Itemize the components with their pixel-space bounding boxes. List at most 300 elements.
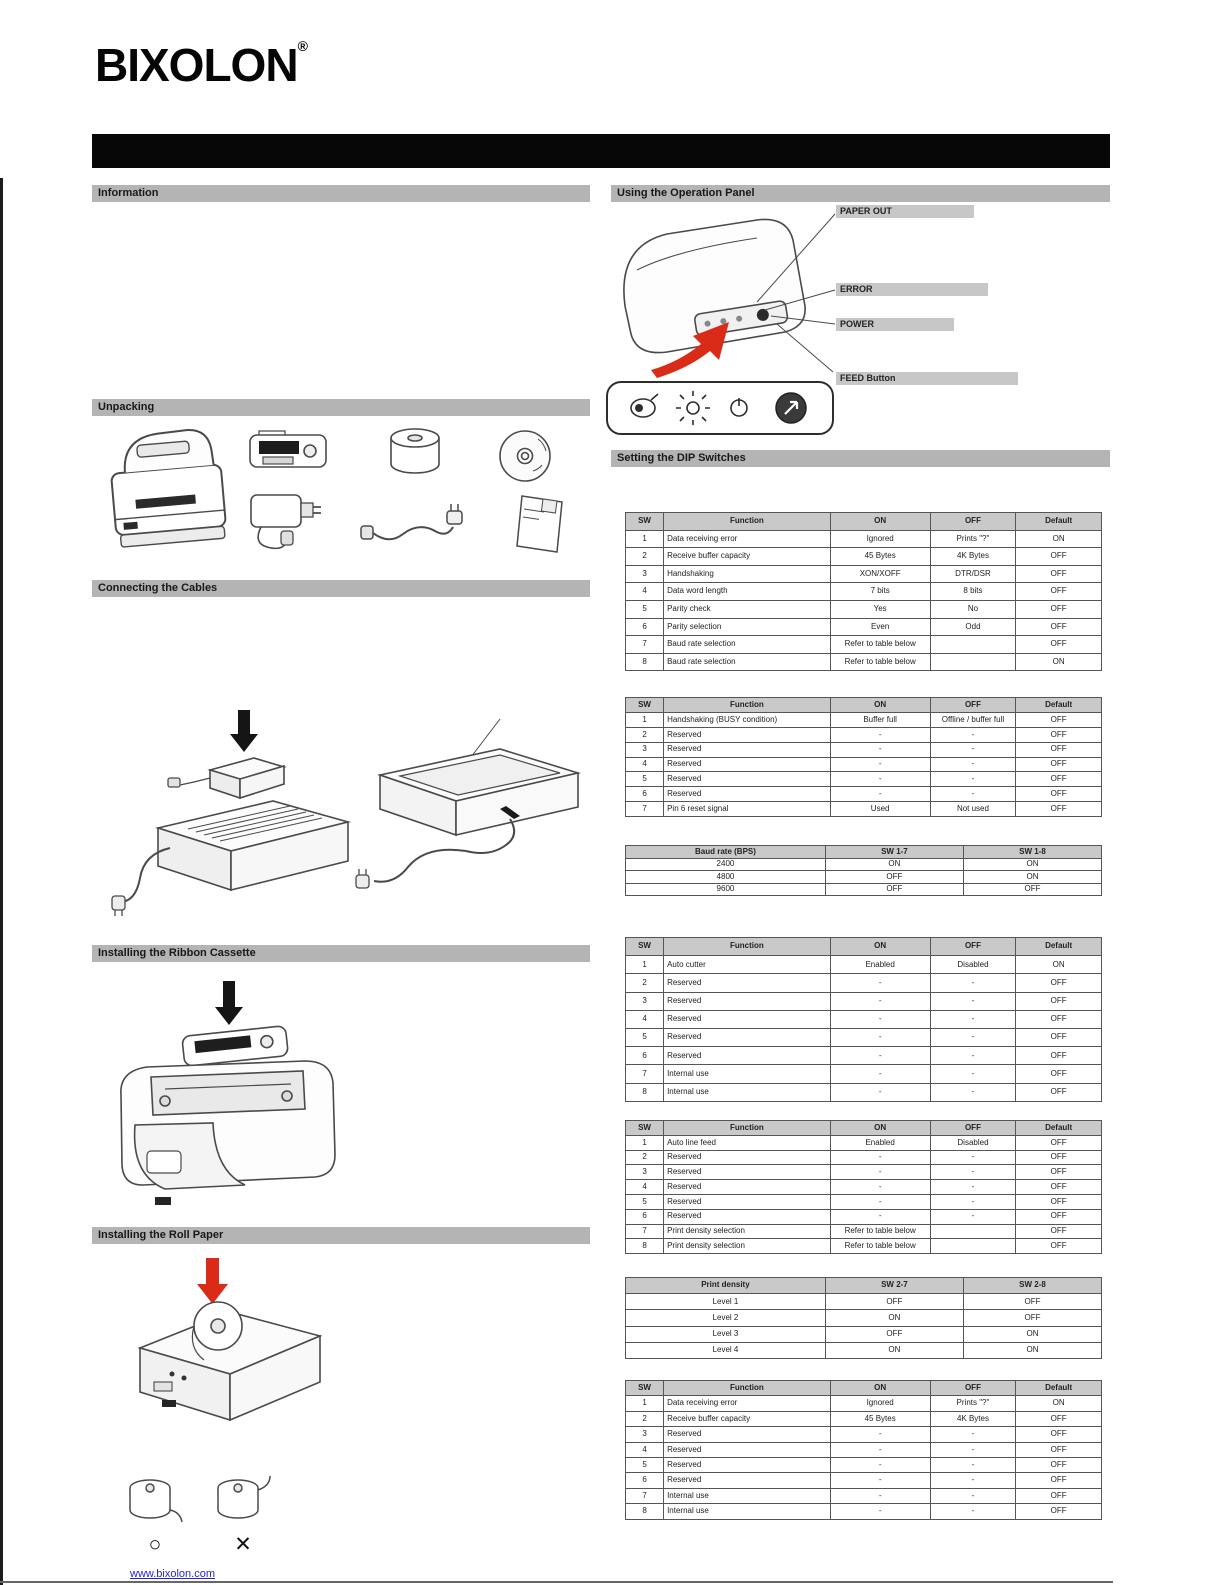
table-cell: ON [1016,653,1102,671]
table-cell: Disabled [930,956,1016,974]
table-row [626,1342,1102,1358]
table-row [626,956,1102,974]
table-header-cell: Default [1016,698,1102,713]
table-cell: OFF [1016,1083,1102,1101]
table-cell: OFF [1016,772,1102,787]
table-row [626,1326,1102,1342]
table-cell: Ignored [830,1396,930,1411]
table-cell: Yes [830,600,930,618]
table-row [626,1209,1102,1224]
table-cell: 3 [626,1165,664,1180]
table-cell: - [930,1488,1016,1503]
table-cell: Internal use [664,1504,831,1519]
adapter-connection-illustration [110,698,360,933]
table-header-cell: Default [1016,1381,1102,1396]
table-cell: 7 [626,1488,664,1503]
table-cell: - [830,1473,930,1488]
table-cell: - [930,1083,1016,1101]
table-header-cell: SW 1-8 [963,846,1101,859]
table-header-cell: ON [830,698,930,713]
table-row [626,1457,1102,1472]
table-row [626,757,1102,772]
table-cell: OFF [1016,1504,1102,1519]
table-cell: - [830,1047,930,1065]
label-power: POWER [836,318,954,331]
table-header-cell: SW 2-8 [963,1278,1101,1294]
incorrect-mark: ✕ [234,1533,252,1556]
table-header-cell: Function [664,513,831,531]
table-row [626,548,1102,566]
table-cell: Reserved [664,1427,831,1442]
dip-table [625,1277,1102,1359]
table-cell: 4800 [626,871,826,884]
table-cell: - [930,1028,1016,1046]
table-row [626,600,1102,618]
dip-table [625,697,1102,817]
table-cell: OFF [963,1310,1101,1326]
table-cell: 8 [626,1239,664,1254]
table-cell: 4 [626,1442,664,1457]
table-cell: Baud rate selection [664,653,831,671]
table-cell: ON [1016,530,1102,548]
ribbon-install-illustration [95,975,345,1220]
table-cell: Reserved [664,1473,831,1488]
table-cell: 2 [626,548,664,566]
table-cell: OFF [825,883,963,896]
table-cell [930,636,1016,654]
section-installing-paper: Installing the Roll Paper [92,1227,590,1244]
section-operation-panel: Using the Operation Panel [611,185,1110,202]
table-cell: - [830,1442,930,1457]
dip-table [625,1120,1102,1254]
table-cell: Refer to table below [830,1239,930,1254]
table-row [626,1135,1102,1150]
table-row [626,1165,1102,1180]
section-dip-switches: Setting the DIP Switches [611,450,1110,467]
table-cell: - [830,757,930,772]
table-cell: 6 [626,1209,664,1224]
paper-orientation-group [118,1472,288,1564]
table-cell: 8 bits [930,583,1016,601]
table-row [626,636,1102,654]
ribbon-cassette-illustration [247,427,335,475]
table-cell: Reserved [664,772,831,787]
table-cell: - [930,1010,1016,1028]
table-cell: OFF [1016,565,1102,583]
table-row [626,583,1102,601]
table-cell: 3 [626,742,664,757]
table-cell: ON [963,1326,1101,1342]
table-cell: Print density selection [664,1239,831,1254]
table-header-cell: OFF [930,698,1016,713]
table-row [626,787,1102,802]
table-baud-rate [625,845,1102,896]
registered-mark: ® [297,38,307,54]
table-header-cell: OFF [930,513,1016,531]
table-cell: OFF [1016,1427,1102,1442]
table-cell: 4 [626,583,664,601]
table-row [626,772,1102,787]
table-cell: Refer to table below [830,653,930,671]
section-connecting-cables: Connecting the Cables [92,580,590,597]
table-cell: OFF [1016,1047,1102,1065]
table-cell: 5 [626,1028,664,1046]
table-row [626,1294,1102,1310]
table-header-cell: SW [626,698,664,713]
table-row [626,1180,1102,1195]
table-cell: OFF [1016,757,1102,772]
table-cell [930,1224,1016,1239]
table-cell: Reserved [664,1457,831,1472]
table-cell: - [930,1180,1016,1195]
table-cell: - [830,1165,930,1180]
table-row [626,871,1102,884]
table-cell: 1 [626,956,664,974]
table-cell: OFF [1016,1473,1102,1488]
table-header-cell: ON [830,1121,930,1136]
table-cell: ON [1016,956,1102,974]
table-cell: - [830,1010,930,1028]
table-row [626,727,1102,742]
table-cell: Reserved [664,757,831,772]
table-header-cell: Print density [626,1278,826,1294]
table-cell: 1 [626,712,664,727]
table-cell: OFF [1016,1010,1102,1028]
table-cell: ON [963,858,1101,871]
table-cell: ON [963,871,1101,884]
table-cell: OFF [825,1326,963,1342]
paper-roll-incorrect-illustration [214,1472,272,1530]
table-cell: ON [825,1342,963,1358]
table-cell: Reserved [664,1047,831,1065]
table-cell: OFF [1016,802,1102,817]
table-row [626,802,1102,817]
table-cell: - [930,1065,1016,1083]
cd-rom-illustration [495,427,555,485]
table-cell: 7 [626,636,664,654]
cable-port-connection-illustration [350,713,590,933]
table-row [626,1427,1102,1442]
dip-table [625,845,1102,896]
table-cell: - [830,1028,930,1046]
table-cell: - [930,1427,1016,1442]
table-cell: OFF [1016,1165,1102,1180]
table-cell: No [930,600,1016,618]
table-cell: Reserved [664,742,831,757]
table-cell: Parity selection [664,618,831,636]
table-row [626,1150,1102,1165]
table-cell: Not used [930,802,1016,817]
table-cell: ON [825,858,963,871]
table-cell: OFF [1016,992,1102,1010]
table-cell: - [830,1083,930,1101]
table-cell: - [930,1165,1016,1180]
table-cell: 2 [626,1150,664,1165]
table-header-cell: OFF [930,938,1016,956]
table-cell: OFF [1016,1411,1102,1426]
table-header-cell: SW [626,1381,664,1396]
brand-name: BIXOLON [95,39,298,91]
table-cell: Level 2 [626,1310,826,1326]
table-cell: - [830,1427,930,1442]
dip-table [625,512,1102,671]
table-row [626,1028,1102,1046]
table-row [626,1396,1102,1411]
table-row [626,712,1102,727]
table-cell: 4 [626,1180,664,1195]
label-paper-out: PAPER OUT [836,205,974,218]
table-header-cell: ON [830,513,930,531]
table-cell: ON [1016,1396,1102,1411]
table-cell: Disabled [930,1135,1016,1150]
table-cell: OFF [825,1294,963,1310]
table-row [626,1065,1102,1083]
table-header-cell: ON [830,938,930,956]
table-row [626,742,1102,757]
power-cord-illustration [359,481,464,551]
table-row [626,1047,1102,1065]
table-cell: OFF [1016,1135,1102,1150]
section-unpacking: Unpacking [92,399,590,416]
table-cell: Refer to table below [830,1224,930,1239]
label-feed-button: FEED Button [836,372,1018,385]
table-cell: 2 [626,727,664,742]
table-cell: OFF [1016,974,1102,992]
table-cell: - [830,1194,930,1209]
table-row [626,1224,1102,1239]
table-cell: - [930,1442,1016,1457]
table-cell: 3 [626,1427,664,1442]
table-header-cell: OFF [930,1121,1016,1136]
red-down-arrow-icon [197,1258,228,1304]
table-cell: - [930,974,1016,992]
table-header-cell: Default [1016,513,1102,531]
dip-table [625,1380,1102,1520]
table-cell: - [830,1504,930,1519]
table-cell: Level 3 [626,1326,826,1342]
table-cell: OFF [1016,727,1102,742]
table-row [626,1411,1102,1426]
table-cell: 4 [626,1010,664,1028]
table-cell: 4K Bytes [930,548,1016,566]
table-cell: 45 Bytes [830,1411,930,1426]
table-cell: OFF [1016,618,1102,636]
table-row [626,1010,1102,1028]
table-header-cell: Default [1016,1121,1102,1136]
table-cell: 7 [626,1224,664,1239]
table-cell: OFF [1016,636,1102,654]
table-cell [930,653,1016,671]
table-cell: Internal use [664,1083,831,1101]
table-cell: OFF [1016,1180,1102,1195]
table-cell: 6 [626,787,664,802]
table-cell: - [930,772,1016,787]
table-cell: Print density selection [664,1224,831,1239]
table-cell: 1 [626,530,664,548]
table-cell: - [930,1047,1016,1065]
title-bar [92,134,1110,168]
table-cell: Reserved [664,1010,831,1028]
table-row [626,1083,1102,1101]
table-row [626,1239,1102,1254]
table-row [626,974,1102,992]
brand-logo [95,38,307,92]
table-cell: Enabled [830,956,930,974]
table-cell: Reserved [664,1150,831,1165]
table-cell: Offline / buffer full [930,712,1016,727]
table-cell: Prints "?" [930,530,1016,548]
table-cell: 4 [626,757,664,772]
table-cell: OFF [825,871,963,884]
table-row [626,530,1102,548]
manual-booklet-illustration [512,491,570,557]
label-error: ERROR [836,283,988,296]
table-row [626,883,1102,896]
table-cell: Data receiving error [664,530,831,548]
table-cell: 8 [626,1504,664,1519]
table-cell: 6 [626,618,664,636]
table-cell: - [930,787,1016,802]
operation-panel-printer-illustration [607,210,837,378]
table-cell: 1 [626,1396,664,1411]
table-cell: Data word length [664,583,831,601]
table-row [626,1488,1102,1503]
table-dip-switch-2-serial [625,697,1102,817]
table-header-cell: SW [626,513,664,531]
table-cell: 4K Bytes [930,1411,1016,1426]
table-cell: OFF [1016,1065,1102,1083]
table-row [626,1442,1102,1457]
section-information: Information [92,185,590,202]
table-cell: - [830,1457,930,1472]
table-cell: Handshaking [664,565,831,583]
table-cell: 5 [626,1194,664,1209]
table-cell: Level 4 [626,1342,826,1358]
section-installing-ribbon: Installing the Ribbon Cassette [92,945,590,962]
table-cell: 2400 [626,858,826,871]
table-cell: DTR/DSR [930,565,1016,583]
table-cell: - [930,1457,1016,1472]
table-cell: 8 [626,653,664,671]
page-edge-line-bottom [0,1581,1113,1583]
table-cell: 2 [626,974,664,992]
table-cell: Refer to table below [830,636,930,654]
table-cell: OFF [1016,1194,1102,1209]
table-cell: Reserved [664,1180,831,1195]
table-dip-switch-2-parallel [625,1120,1102,1254]
table-row [626,858,1102,871]
table-cell: - [930,757,1016,772]
operation-panel-zoom-illustration [605,380,835,436]
table-cell [930,1239,1016,1254]
table-cell: OFF [1016,742,1102,757]
table-cell: 45 Bytes [830,548,930,566]
table-row [626,1194,1102,1209]
table-cell: OFF [1016,787,1102,802]
table-cell: - [830,1209,930,1224]
down-arrow-icon [230,710,258,752]
table-header-cell: Function [664,698,831,713]
unpacking-illustration-group [95,415,590,575]
table-cell: Odd [930,618,1016,636]
table-cell: Reserved [664,1165,831,1180]
table-cell: OFF [1016,1028,1102,1046]
table-cell: - [830,742,930,757]
table-cell: Reserved [664,1442,831,1457]
table-cell: Ignored [830,530,930,548]
table-cell: Internal use [664,1065,831,1083]
table-cell: Buffer full [830,712,930,727]
paper-install-illustration [110,1252,350,1467]
table-header-cell: SW 2-7 [825,1278,963,1294]
down-arrow-icon [215,981,243,1025]
table-cell: ON [825,1310,963,1326]
table-cell: - [930,727,1016,742]
table-cell: OFF [1016,1488,1102,1503]
table-cell: 5 [626,1457,664,1472]
table-header-cell: OFF [930,1381,1016,1396]
table-cell: Handshaking (BUSY condition) [664,712,831,727]
table-cell: 5 [626,772,664,787]
table-cell: - [930,1194,1016,1209]
table-cell: Parity check [664,600,831,618]
table-header-cell: Baud rate (BPS) [626,846,826,859]
table-cell: Prints "?" [930,1396,1016,1411]
table-cell: Receive buffer capacity [664,1411,831,1426]
footer-website-link[interactable]: www.bixolon.com [130,1568,215,1580]
table-cell: 7 [626,802,664,817]
table-cell: OFF [1016,1224,1102,1239]
table-cell: OFF [1016,1442,1102,1457]
table-row [626,653,1102,671]
table-cell: - [830,727,930,742]
table-cell: - [930,992,1016,1010]
table-cell: OFF [1016,600,1102,618]
table-cell: - [930,742,1016,757]
table-cell: - [830,974,930,992]
table-cell: 7 [626,1065,664,1083]
table-cell: OFF [1016,712,1102,727]
table-cell: 9600 [626,883,826,896]
table-cell: - [930,1504,1016,1519]
table-cell: - [930,1209,1016,1224]
table-dip-switch-defaults [625,1380,1102,1520]
table-cell: 6 [626,1047,664,1065]
table-cell: Reserved [664,974,831,992]
table-cell: 7 bits [830,583,930,601]
power-adapter-illustration [243,483,338,558]
table-row [626,618,1102,636]
table-row [626,565,1102,583]
cable-connection-illustration-group [95,698,595,938]
table-cell: Reserved [664,727,831,742]
printer-illustration [97,419,237,561]
table-cell: Receive buffer capacity [664,548,831,566]
table-cell: ON [963,1342,1101,1358]
table-cell: - [830,1065,930,1083]
table-dip-switch-1-parallel [625,937,1102,1102]
table-cell: - [830,992,930,1010]
table-cell: Even [830,618,930,636]
paper-roll-illustration [383,425,447,477]
table-cell: Reserved [664,992,831,1010]
dip-table [625,937,1102,1102]
table-cell: Data receiving error [664,1396,831,1411]
table-cell: Reserved [664,1194,831,1209]
table-cell: OFF [963,883,1101,896]
table-cell: OFF [1016,548,1102,566]
table-cell: - [830,1180,930,1195]
